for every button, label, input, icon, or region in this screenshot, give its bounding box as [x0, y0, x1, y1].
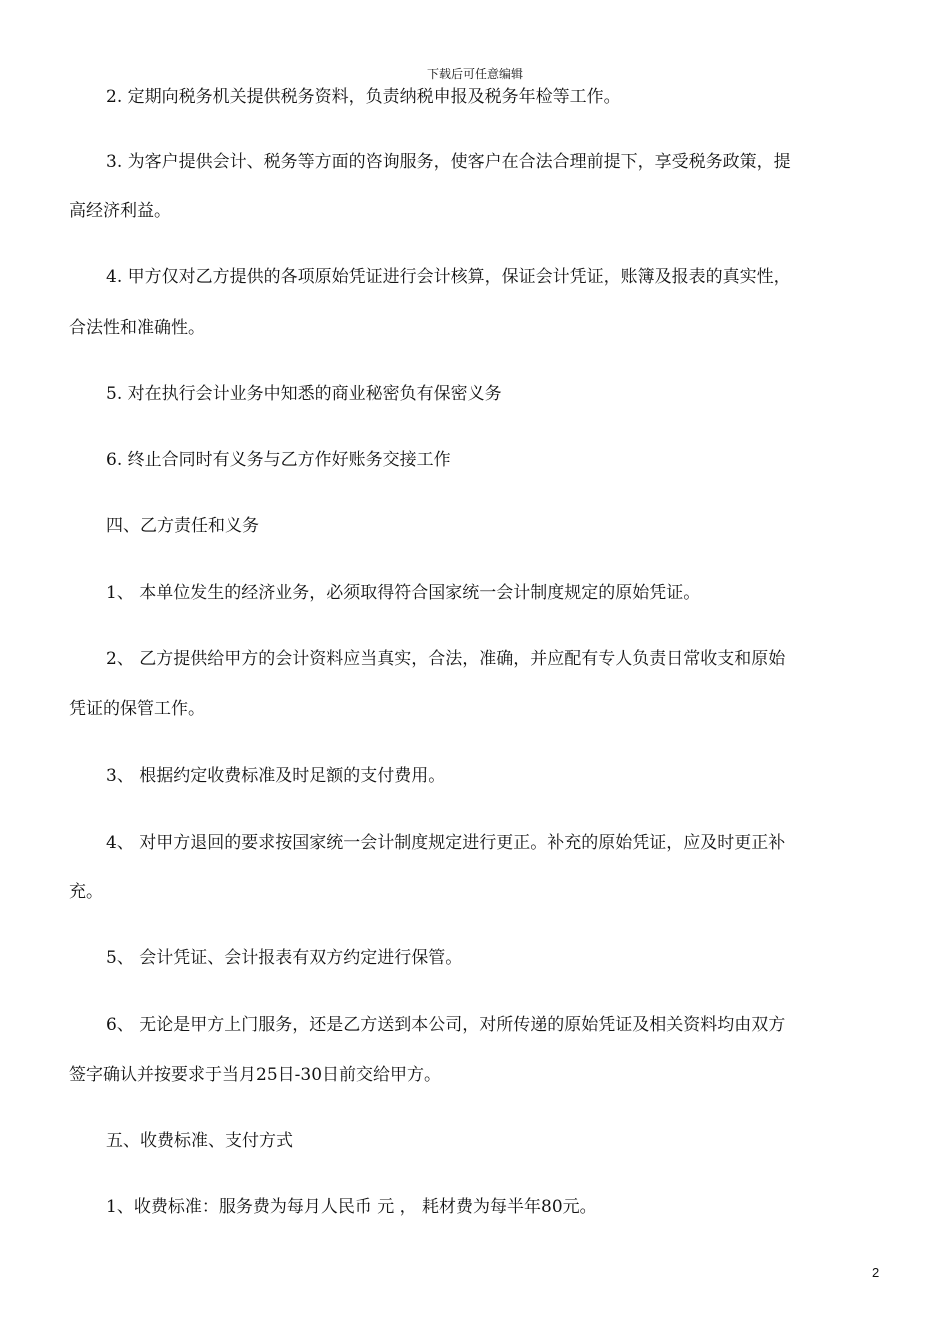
paragraph-line: 1、收费标准：服务费为每月人民币 元 ， 耗材费为每半年80元。 [106, 1197, 597, 1217]
paragraph-line: 2、 乙方提供给甲方的会计资料应当真实，合法，准确，并应配有专人负责日常收支和原始 [106, 649, 786, 669]
paragraph-line: 充。 [69, 882, 103, 902]
paragraph-line: 6. 终止合同时有义务与乙方作好账务交接工作 [106, 450, 451, 470]
header-note: 下载后可任意编辑 [426, 67, 523, 81]
paragraph-line: 凭证的保管工作。 [69, 699, 205, 719]
paragraph-line: 2. 定期向税务机关提供税务资料，负责纳税申报及税务年检等工作。 [106, 87, 621, 107]
paragraph-line: 签字确认并按要求于当月25日-30日前交给甲方。 [69, 1065, 442, 1085]
paragraph-line: 3、 根据约定收费标准及时足额的支付费用。 [106, 766, 446, 786]
section-heading: 五、收费标准、支付方式 [106, 1131, 293, 1151]
section-heading: 四、乙方责任和义务 [106, 516, 259, 536]
paragraph-line: 合法性和准确性。 [69, 318, 205, 338]
paragraph-line: 5、 会计凭证、会计报表有双方约定进行保管。 [106, 948, 463, 968]
paragraph-line: 6、 无论是甲方上门服务，还是乙方送到本公司，对所传递的原始凭证及相关资料均由双方 [106, 1015, 786, 1035]
paragraph-line: 高经济利益。 [69, 201, 171, 221]
page-number: 2 [872, 1265, 880, 1280]
paragraph-line: 1、 本单位发生的经济业务，必须取得符合国家统一会计制度规定的原始凭证。 [106, 583, 701, 603]
paragraph-line: 4. 甲方仅对乙方提供的各项原始凭证进行会计核算，保证会计凭证，账簿及报表的真实性， [106, 267, 791, 287]
paragraph-line: 3. 为客户提供会计、税务等方面的咨询服务，使客户在合法合理前提下，享受税务政策，提 [106, 152, 791, 172]
paragraph-line: 4、 对甲方退回的要求按国家统一会计制度规定进行更正。补充的原始凭证，应及时更正补 [106, 833, 786, 853]
paragraph-line: 5. 对在执行会计业务中知悉的商业秘密负有保密义务 [106, 384, 502, 404]
